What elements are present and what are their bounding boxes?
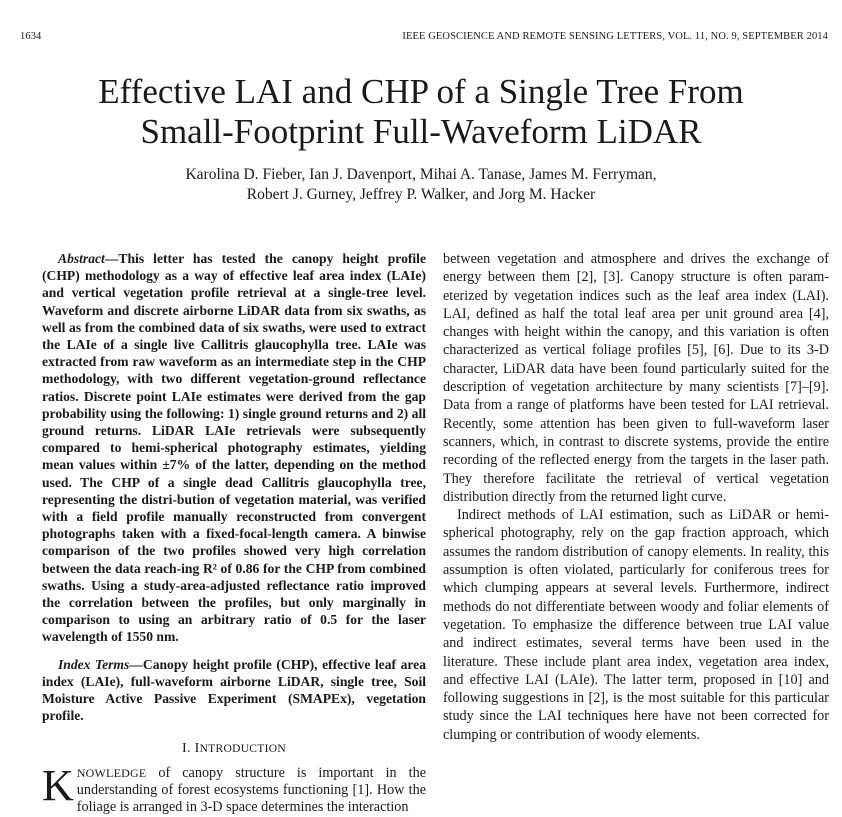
title-line-2: Small-Footprint Full-Waveform LiDAR xyxy=(140,112,702,151)
authors-line-2: Robert J. Gurney, Jeffrey P. Walker, and Jorg M. Hacker xyxy=(246,186,596,203)
index-terms-text: —Canopy height profile (CHP), effective leaf area index (LAIe), full-waveform airborne LiDAR, single tree, Soil Moisture Active Passive Experiment (SMAPEx), vegetation profile. xyxy=(42,656,427,724)
body-paragraph-1: between vegetation and atmosphere and drives the exchange of energy between them [2], [3]. Canopy structure is often param-eterized by vegetation indices such as the leaf area index (LAI). LAI, defined as half the total leaf area per unit ground area [4], changes with height within the canopy, and this variation is often characterized as vertical foliage profiles [5], [6]. Due to its 3-D character, LiDAR data have been found particularly suited for the description of vegetation architecture by many scientists [7]–[9]. Data from a range of platforms have been tested for LAI retrieval. Recently, some attention has been given to full-waveform laser scanners, which, in contrast to discrete systems, provide the entire recording of the reflected energy from the targets in the laser path. They therefore facilitate the retrieval of vertical vegetation distribution directly from the returned light curve. xyxy=(443,251,829,505)
author-list xyxy=(0,165,842,205)
intro-lead-word: NOWLEDGE xyxy=(76,765,147,780)
intro-text: of canopy structure is important in the understanding of forest ecosystems functioning [1]. How the foliage is arranged in 3-D space determines the interaction xyxy=(76,764,426,816)
title-line-1: Effective LAI and CHP of a Single Tree From xyxy=(98,72,744,111)
index-terms xyxy=(42,656,426,725)
abstract xyxy=(42,250,426,646)
drop-cap: K xyxy=(42,760,74,810)
section-heading-introduction xyxy=(42,740,426,758)
right-column xyxy=(443,250,829,744)
authors-line-1: Karolina D. Fieber, Ian J. Davenport, Mihai A. Tanase, James M. Ferryman, xyxy=(185,166,657,183)
introduction-paragraph xyxy=(42,760,426,817)
paper-title xyxy=(0,72,842,152)
left-column xyxy=(42,250,426,817)
section-title-rest: NTRODUCTION xyxy=(199,743,286,756)
index-terms-label: Index Terms xyxy=(58,656,130,672)
section-numeral: I. xyxy=(182,741,195,757)
body-paragraph-2: Indirect methods of LAI estimation, such as LiDAR or hemi-spherical photography, rely on the gap fraction approach, which assumes the random distribution of canopy elements. In reality, this assumption is often violated, particularly for coniferous trees for which clumping appears at several levels. Furthermore, indirect methods do not differentiate between woody and foliar elements of vegetation. To emphasize the difference between true LAI value and indirect estimates, several terms have been used in the literature. These include plant area index, vegetation area index, and effective LAI (LAIe). The latter term, proposed in [10] and following suggestions in [2], is the most suitable for this particular study since the LAI techniques here have not been corrected for clumping or contribution of woody elements. xyxy=(443,507,829,743)
section-first-letter: I xyxy=(194,741,200,757)
page-number: 1634 xyxy=(20,31,42,42)
abstract-label: Abstract xyxy=(58,251,105,266)
abstract-text: —This letter has tested the canopy height profile (CHP) methodology as a way of effective leaf area index (LAIe) and vertical vegetation profile retrieval at a single-tree level. Waveform and discrete airborne LiDAR data from six swaths, as well as from the combined data of six swaths, were used to extract the LAIe of a single live Callitris glaucophylla tree. LAIe was extracted from raw waveform as an intermediate step in the CHP methodology, with two different vegetation-ground reflectance ratios. Discrete point LAIe estimates were derived from the gap probability using the following: 1) single ground returns and 2) all ground returns. LiDAR LAIe retrievals were subsequently compared to hemi-spherical photography estimates, yielding mean values within ±7% of the latter, depending on the method used. The CHP of a single dead Callitris glaucophylla tree, representing the distri-bution of vegetation material, was verified with a field profile manually reconstructed from convergent photographs taken with a fixed-focal-length camera. A binwise comparison of the two profiles showed very high correlation between the data reach-ing R² of 0.86 for the CHP from combined swaths. Using a study-area-adjusted reflectance ratio improved the correlation between the profiles, but only marginally in comparison to using an arbitrary ratio of 0.5 for the laser wavelength of 1550 nm. xyxy=(42,251,426,645)
journal-citation: IEEE GEOSCIENCE AND REMOTE SENSING LETTERS, VOL. 11, NO. 9, SEPTEMBER 2014 xyxy=(402,31,828,42)
